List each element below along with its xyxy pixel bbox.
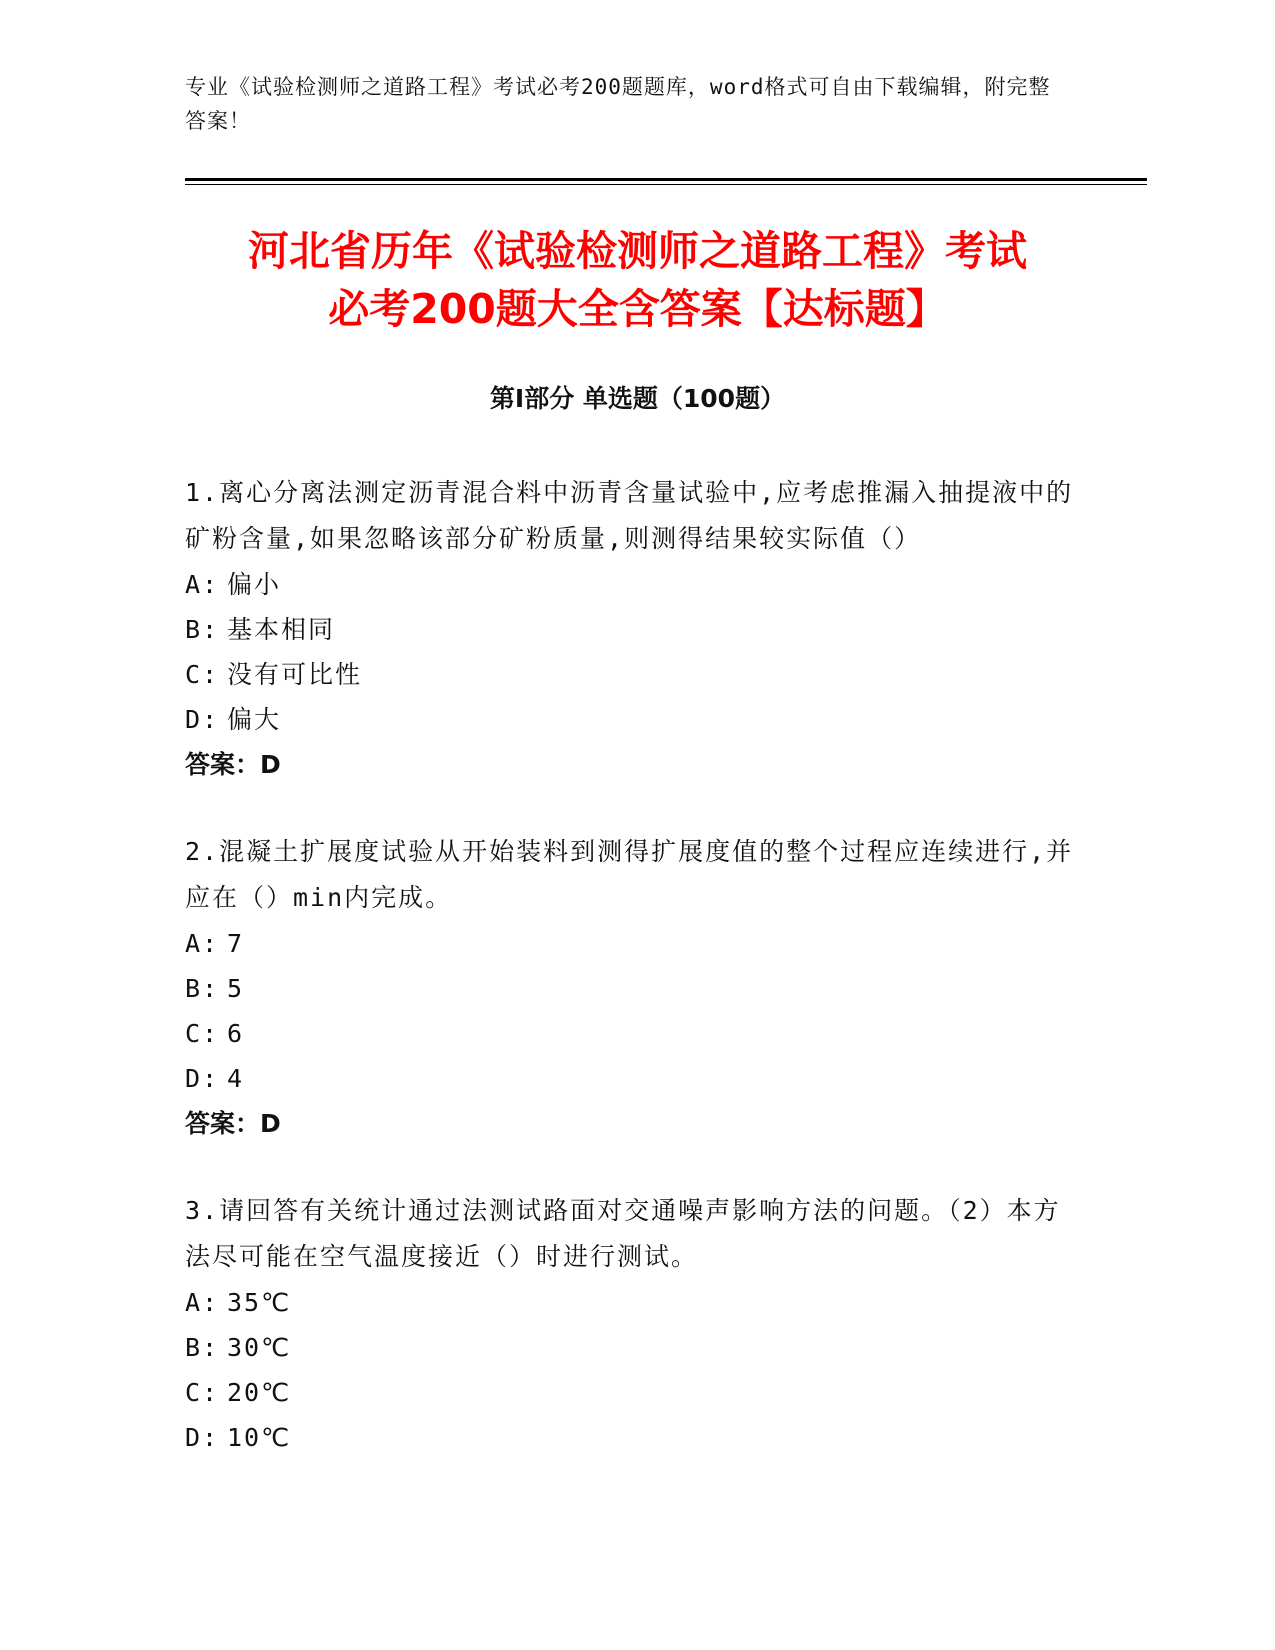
option-text: 30℃ xyxy=(227,1333,292,1362)
option-b xyxy=(185,607,1075,652)
option-text: 5 xyxy=(227,974,245,1003)
header-note: 专业《试验检测师之道路工程》考试必考200题题库，word格式可自由下载编辑，附完整答案！ xyxy=(185,75,1051,133)
question-list xyxy=(185,470,1075,1502)
option-a xyxy=(185,1280,1075,1325)
option-letter: C: xyxy=(185,660,220,689)
option-letter: A: xyxy=(185,1288,220,1317)
option-text: 偏大 xyxy=(227,705,282,734)
option-a xyxy=(185,562,1075,607)
option-letter: B: xyxy=(185,615,220,644)
option-text: 10℃ xyxy=(227,1423,292,1452)
question-text: 2.混凝土扩展度试验从开始装料到测得扩展度值的整个过程应连续进行,并应在（）min内完成。 xyxy=(185,837,1074,912)
header-rule-thick xyxy=(185,178,1147,181)
option-text: 20℃ xyxy=(227,1378,292,1407)
option-letter: D: xyxy=(185,1423,220,1452)
option-text: 基本相同 xyxy=(227,615,336,644)
document-title xyxy=(140,222,1135,338)
option-text: 35℃ xyxy=(227,1288,292,1317)
option-c xyxy=(185,1011,1075,1056)
option-text: 4 xyxy=(227,1064,245,1093)
question-2 xyxy=(185,829,1075,1146)
option-letter: B: xyxy=(185,974,220,1003)
option-a xyxy=(185,921,1075,966)
option-letter: B: xyxy=(185,1333,220,1362)
option-letter: A: xyxy=(185,570,220,599)
option-text: 偏小 xyxy=(227,570,282,599)
question-text: 3.请回答有关统计通过法测试路面对交通噪声影响方法的问题。（2）本方法尽可能在空气温度接近（）时进行测试。 xyxy=(185,1196,1061,1271)
option-letter: D: xyxy=(185,1064,220,1093)
section-heading: 第Ⅰ部分 单选题（100题） xyxy=(489,384,786,413)
question-1 xyxy=(185,470,1075,787)
option-letter: C: xyxy=(185,1378,220,1407)
option-d xyxy=(185,1056,1075,1101)
answer-line: 答案：D xyxy=(185,750,281,779)
option-letter: D: xyxy=(185,705,220,734)
header-rule-thin xyxy=(185,184,1147,185)
option-text: 没有可比性 xyxy=(227,660,363,689)
question-text: 1.离心分离法测定沥青混合料中沥青含量试验中,应考虑推漏入抽提液中的矿粉含量,如果忽略该部分矿粉质量,则测得结果较实际值（） xyxy=(185,478,1074,553)
option-c xyxy=(185,652,1075,697)
option-text: 7 xyxy=(227,929,245,958)
option-text: 6 xyxy=(227,1019,245,1048)
document-title-line-1: 河北省历年《试验检测师之道路工程》考试 xyxy=(248,227,1027,275)
option-letter: C: xyxy=(185,1019,220,1048)
option-letter: A: xyxy=(185,929,220,958)
option-d xyxy=(185,1415,1075,1460)
question-3 xyxy=(185,1188,1075,1460)
option-d xyxy=(185,697,1075,742)
answer-line: 答案：D xyxy=(185,1109,281,1138)
document-title-line-2: 必考200题大全含答案【达标题】 xyxy=(328,285,947,333)
option-b xyxy=(185,966,1075,1011)
option-b xyxy=(185,1325,1075,1370)
option-c xyxy=(185,1370,1075,1415)
